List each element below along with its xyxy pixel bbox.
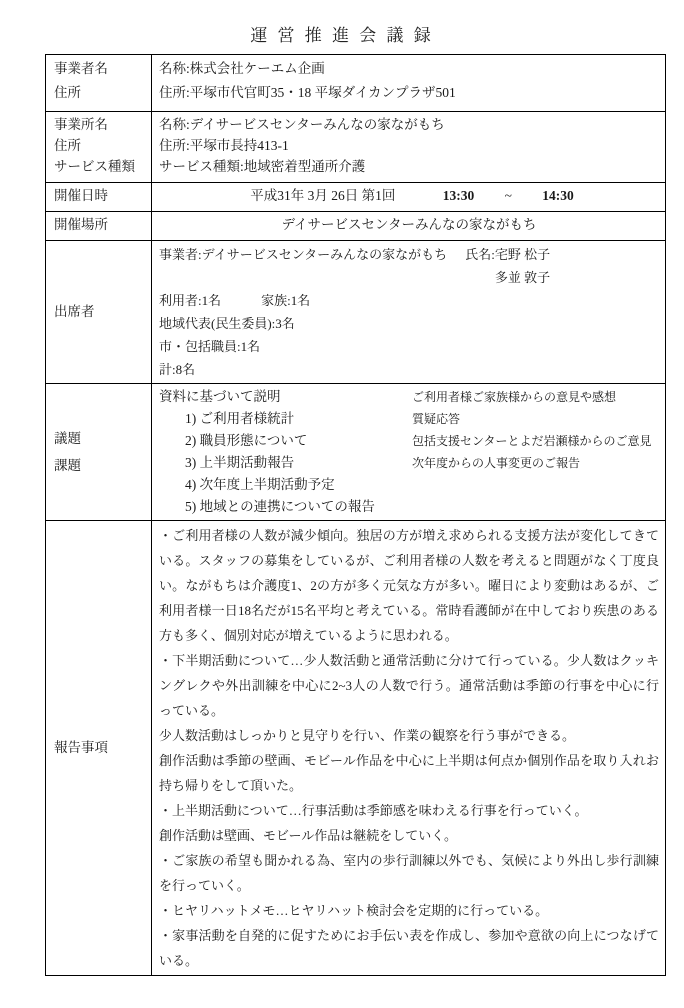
agenda-item: 4) 次年度上半期活動予定 <box>185 477 335 492</box>
attendee-name-label: 氏名: <box>465 247 495 262</box>
report-paragraph: ・ヒヤリハットメモ…ヒヤリハット検討会を定期的に行っている。 <box>159 903 549 918</box>
label-line: 議題 <box>54 431 81 446</box>
provider-row <box>46 55 666 112</box>
agenda-note: 次年度からの人事変更のご報告 <box>412 456 581 470</box>
field-line: 名称:株式会社ケーエム企画 <box>159 61 325 76</box>
attendee-names <box>495 243 550 289</box>
attendee-community-count: 地域代表(民生委員):3名 <box>159 316 295 331</box>
provider-row-label <box>46 55 152 112</box>
agenda-row-label <box>46 384 152 521</box>
report-paragraph: ・家事活動を自発的に促すためにお手伝い表を作成し、参加や意欲の向上につなげている。 <box>159 928 659 968</box>
report-row <box>46 521 666 976</box>
label-line: サービス種類 <box>54 159 135 174</box>
datetime-row-label: 開催日時 <box>46 183 152 212</box>
agenda-columns <box>159 386 659 518</box>
office-row <box>46 112 666 183</box>
field-line: サービス種類:地域密着型通所介護 <box>159 159 366 174</box>
meeting-start-time: 13:30 <box>442 188 475 203</box>
office-row-label <box>46 112 152 183</box>
agenda-row <box>46 384 666 521</box>
label-line: 住所 <box>54 138 81 153</box>
agenda-note: 質疑応答 <box>412 412 461 426</box>
report-paragraph: 創作活動は壁画、モビール作品は継続をしていく。 <box>159 828 457 843</box>
report-paragraph: ・下半期活動について…少人数活動と通常活動に分けて行っている。少人数はクッキングレクや外出訓練を中心に2~3人の人数で行う。通常活動は季節の行事を中心に行っている。 <box>159 653 659 718</box>
agenda-right-column <box>412 386 659 518</box>
meeting-date: 平成31年 3月 26日 第1回 <box>250 188 396 203</box>
attendee-users-line <box>159 289 659 312</box>
attendee-provider-line <box>159 243 659 289</box>
minutes-table <box>45 54 666 976</box>
datetime-row <box>46 183 666 212</box>
field-line: 住所:平塚市長持413-1 <box>159 138 289 153</box>
meeting-datetime <box>159 185 659 207</box>
place-row <box>46 212 666 241</box>
report-row-content <box>152 521 666 976</box>
office-row-content <box>152 112 666 183</box>
agenda-row-content <box>152 384 666 521</box>
label-line: 住所 <box>54 85 81 100</box>
label-line: 課題 <box>54 458 81 473</box>
document-title: 運 営 推 進 会 議 録 <box>250 26 434 45</box>
report-row-label: 報告事項 <box>46 521 152 976</box>
field-line: 住所:平塚市代官町35・18 平塚ダイカンプラザ501 <box>159 85 456 100</box>
attendees-row <box>46 241 666 384</box>
report-paragraph: ・ご家族の希望も聞かれる為、室内の歩行訓練以外でも、気候により外出し歩行訓練を行っていく。 <box>159 853 659 893</box>
attendee-users-count: 利用者:1名 <box>159 293 222 308</box>
agenda-heading: 資料に基づいて説明 <box>159 389 281 404</box>
datetime-row-content <box>152 183 666 212</box>
agenda-item: 2) 職員形態について <box>185 433 308 448</box>
place-row-content <box>152 212 666 241</box>
report-paragraph: ・上半期活動について…行事活動は季節感を味わえる行事を行っていく。 <box>159 803 588 818</box>
tilde-separator: ~ <box>504 188 512 203</box>
agenda-note: 包括支援センターとよだ岩瀬様からのご意見 <box>412 434 652 448</box>
report-paragraph: 創作活動は季節の壁画、モビール作品を中心に上半期は何点か個別作品を取り入れお持ち帰りをして頂いた。 <box>159 753 659 793</box>
meeting-end-time: 14:30 <box>542 188 574 203</box>
report-paragraph: ・ご利用者様の人数が減少傾向。独居の方が増え求められる支援方法が変化してきている。スタッフの募集をしているが、ご利用者様の人数を考えると問題がなく丁度良い。ながもちは介護度1、2の方が多く元気な方が多い。曜日により変動はあるが、ご利用者様一日18名だが15名平均と考えている。常時看護師が在中しており疾患のある方も多く、個別対応が増えているように思われる。 <box>159 528 659 643</box>
label-line: 事業者名 <box>54 61 108 76</box>
meeting-place: デイサービスセンターみんなの家ながもち <box>281 217 537 232</box>
provider-row-content <box>152 55 666 112</box>
attendee-name: 宅野 松子 <box>494 247 551 262</box>
label-line: 事業所名 <box>54 117 108 132</box>
attendees-row-content <box>152 241 666 384</box>
agenda-left-column <box>159 386 412 518</box>
attendees-row-label: 出席者 <box>46 241 152 384</box>
agenda-item: 3) 上半期活動報告 <box>185 455 295 470</box>
agenda-item: 1) ご利用者様統計 <box>185 411 295 426</box>
agenda-item: 5) 地域との連携についての報告 <box>185 499 375 514</box>
report-paragraph: 少人数活動はしっかりと見守りを行い、作業の観察を行う事ができる。 <box>159 728 576 743</box>
attendee-name: 多並 敦子 <box>494 270 551 285</box>
agenda-note: ご利用者様ご家族様からの意見や感想 <box>412 390 617 404</box>
attendee-city-count: 市・包括職員:1名 <box>159 339 261 354</box>
attendee-family-count: 家族:1名 <box>261 293 311 308</box>
field-line: 名称:デイサービスセンターみんなの家ながもち <box>159 117 445 132</box>
attendee-provider: 事業者:デイサービスセンターみんなの家ながもち <box>159 247 448 262</box>
place-row-label: 開催場所 <box>46 212 152 241</box>
attendee-total-count: 計:8名 <box>159 362 196 377</box>
